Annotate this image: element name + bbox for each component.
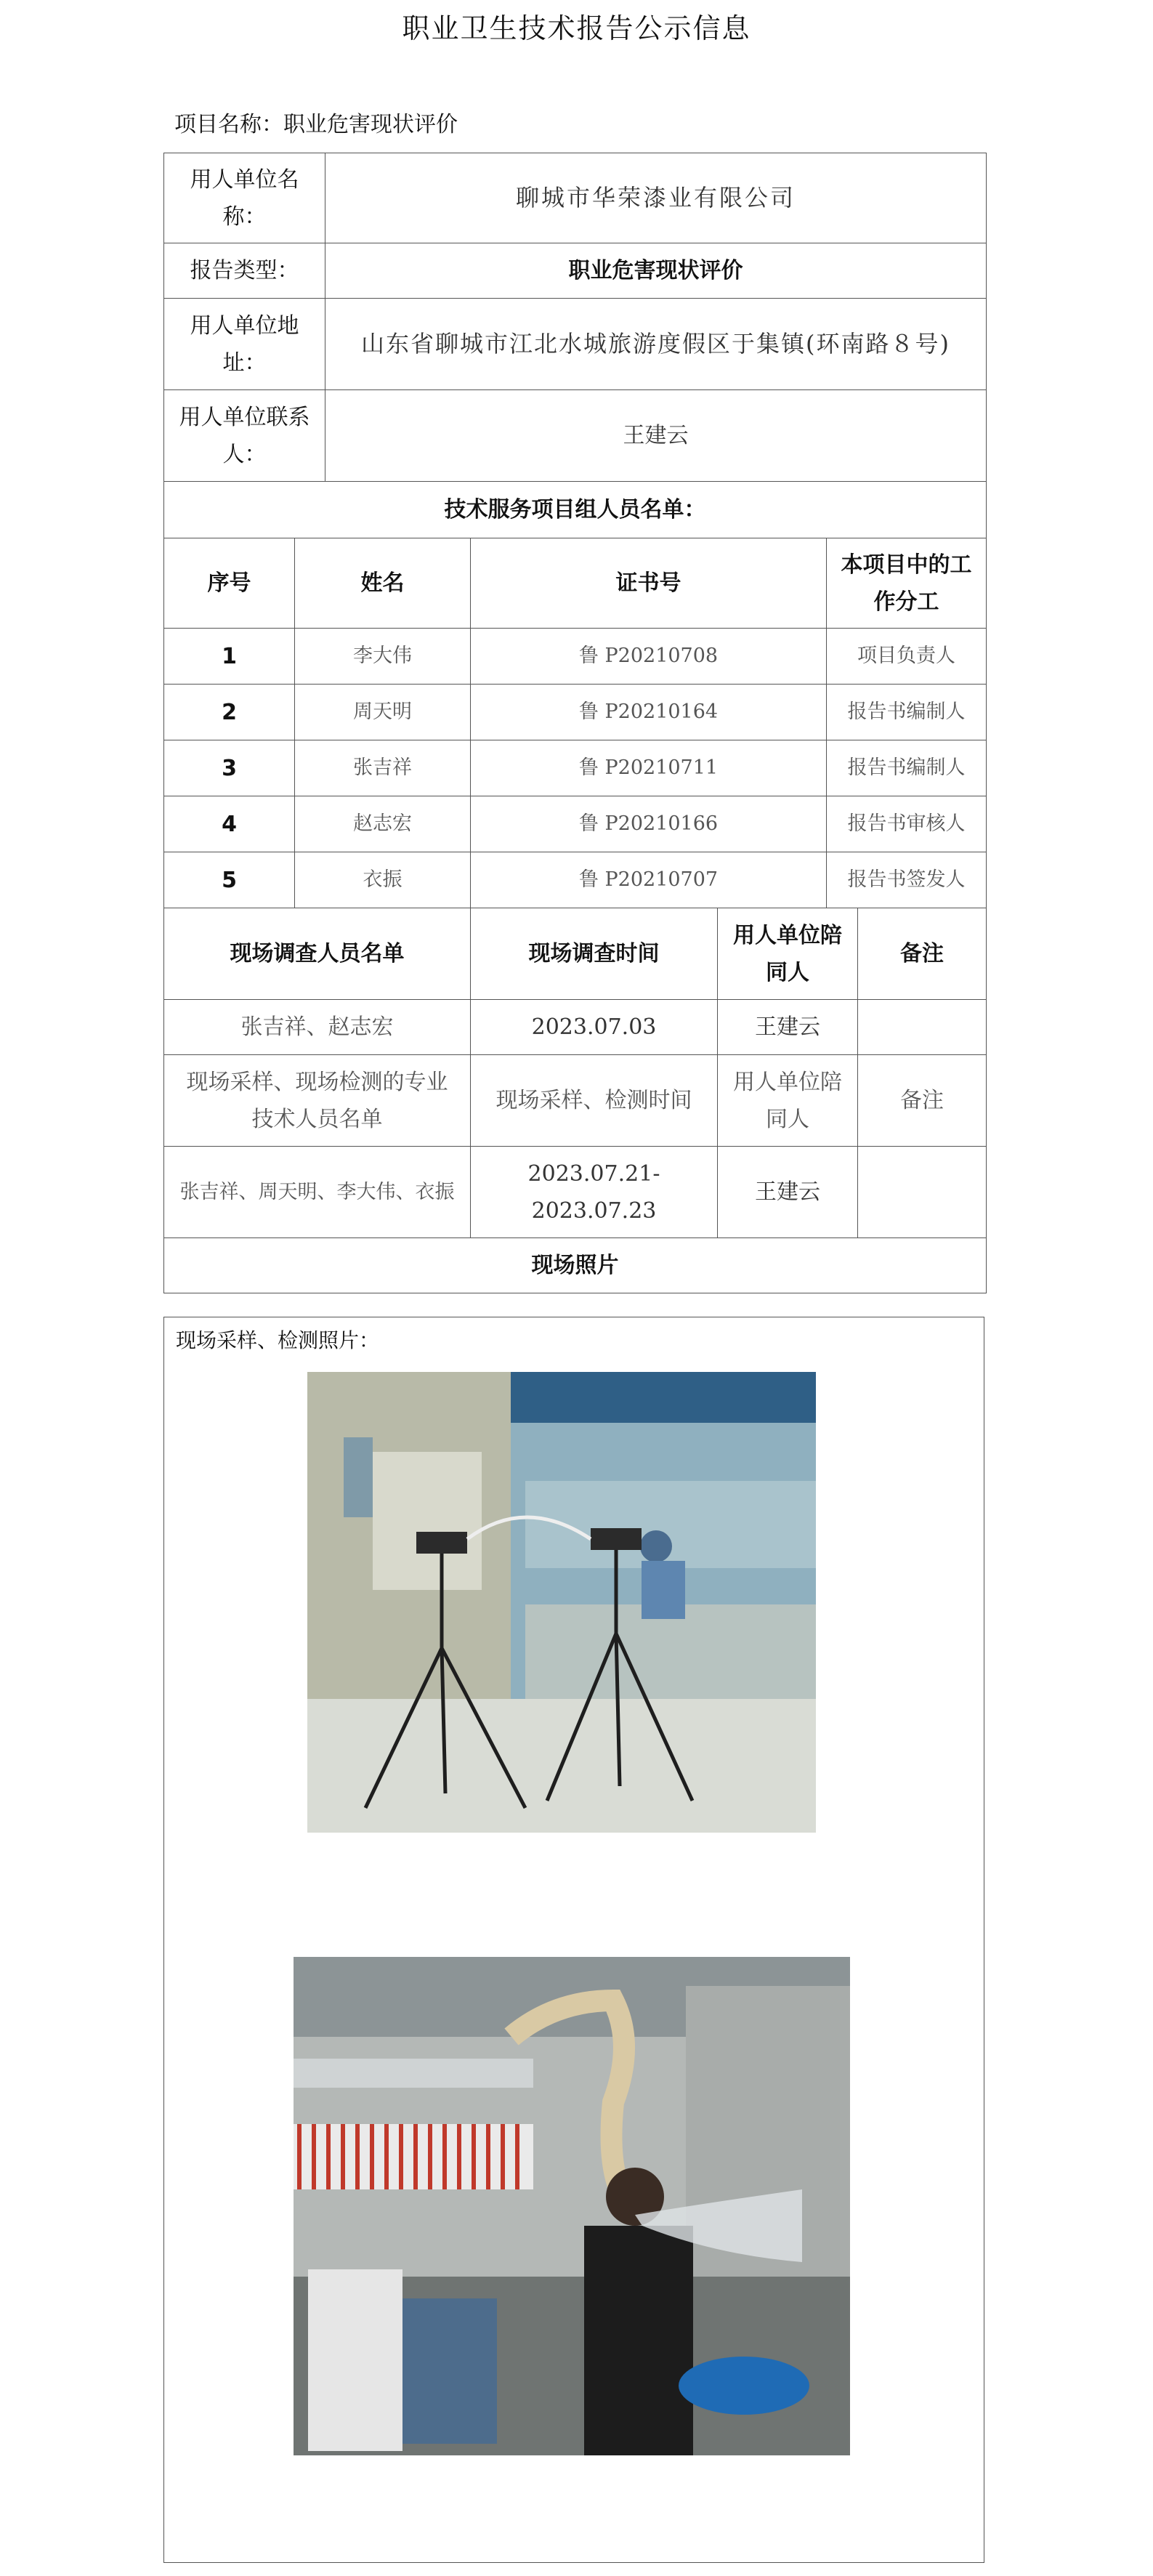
team-role: 报告书编制人 [827, 740, 987, 796]
survey-remark [858, 1000, 987, 1055]
team-role: 报告书编制人 [827, 685, 987, 740]
survey-escort: 王建云 [718, 1000, 858, 1055]
photos-label: 现场采样、检测照片： [176, 1328, 380, 1352]
photos-heading: 现场照片 [164, 1238, 987, 1293]
team-index: 5 [164, 852, 295, 908]
team-cert: 鲁 P20210708 [471, 629, 827, 685]
team-name: 周天明 [295, 685, 471, 740]
team-index: 4 [164, 796, 295, 852]
sampling-escort: 王建云 [718, 1147, 858, 1238]
sampling-header-staff: 现场采样、现场检测的专业技术人员名单 [164, 1055, 471, 1147]
table-row [164, 685, 987, 740]
team-header-index: 序号 [164, 538, 295, 629]
table-row [164, 740, 987, 796]
org-name-label: 用人单位名称： [164, 153, 325, 243]
team-cert: 鲁 P20210707 [471, 852, 827, 908]
address-value: 山东省聊城市江北水城旅游度假区于集镇(环南路８号) [325, 299, 987, 390]
survey-header-time: 现场调查时间 [471, 908, 718, 1000]
sampling-header-remark: 备注 [858, 1055, 987, 1147]
report-type-label: 报告类型： [164, 243, 325, 299]
survey-staff: 张吉祥、赵志宏 [164, 1000, 471, 1055]
team-role: 报告书审核人 [827, 796, 987, 852]
team-header-name: 姓名 [295, 538, 471, 629]
table-row [164, 796, 987, 852]
team-header-cert: 证书号 [471, 538, 827, 629]
table-row [164, 629, 987, 685]
team-role: 项目负责人 [827, 629, 987, 685]
team-index: 2 [164, 685, 295, 740]
address-label: 用人单位地址： [164, 299, 325, 390]
sampling-header-escort: 用人单位陪同人 [718, 1055, 858, 1147]
survey-header-escort: 用人单位陪同人 [718, 908, 858, 1000]
org-name-value: 聊城市华荣漆业有限公司 [325, 153, 987, 243]
table-row [164, 1147, 987, 1238]
photos-section [163, 1317, 984, 2563]
team-index: 3 [164, 740, 295, 796]
team-cert: 鲁 P20210164 [471, 685, 827, 740]
sampling-photo-1 [307, 1372, 816, 1833]
contact-label: 用人单位联系人： [164, 390, 325, 482]
sampling-photo-2 [294, 1957, 850, 2455]
team-name: 张吉祥 [295, 740, 471, 796]
team-header-role: 本项目中的工作分工 [827, 538, 987, 629]
survey-header-staff: 现场调查人员名单 [164, 908, 471, 1000]
sampling-staff: 张吉祥、周天明、李大伟、衣振 [164, 1147, 471, 1238]
survey-time: 2023.07.03 [471, 1000, 718, 1055]
info-table [163, 153, 987, 1293]
table-row [164, 1000, 987, 1055]
survey-header-remark: 备注 [858, 908, 987, 1000]
sampling-time: 2023.07.21-2023.07.23 [471, 1147, 718, 1238]
sampling-header-time: 现场采样、检测时间 [471, 1055, 718, 1147]
team-heading: 技术服务项目组人员名单： [164, 482, 987, 538]
report-type-value: 职业危害现状评价 [325, 243, 987, 299]
team-name: 衣振 [295, 852, 471, 908]
contact-value: 王建云 [325, 390, 987, 482]
team-name: 赵志宏 [295, 796, 471, 852]
sampling-remark [858, 1147, 987, 1238]
team-index: 1 [164, 629, 295, 685]
project-name: 项目名称：职业危害现状评价 [174, 112, 458, 137]
team-name: 李大伟 [295, 629, 471, 685]
team-cert: 鲁 P20210711 [471, 740, 827, 796]
page-title: 职业卫生技术报告公示信息 [402, 12, 751, 44]
team-role: 报告书签发人 [827, 852, 987, 908]
team-cert: 鲁 P20210166 [471, 796, 827, 852]
table-row [164, 852, 987, 908]
